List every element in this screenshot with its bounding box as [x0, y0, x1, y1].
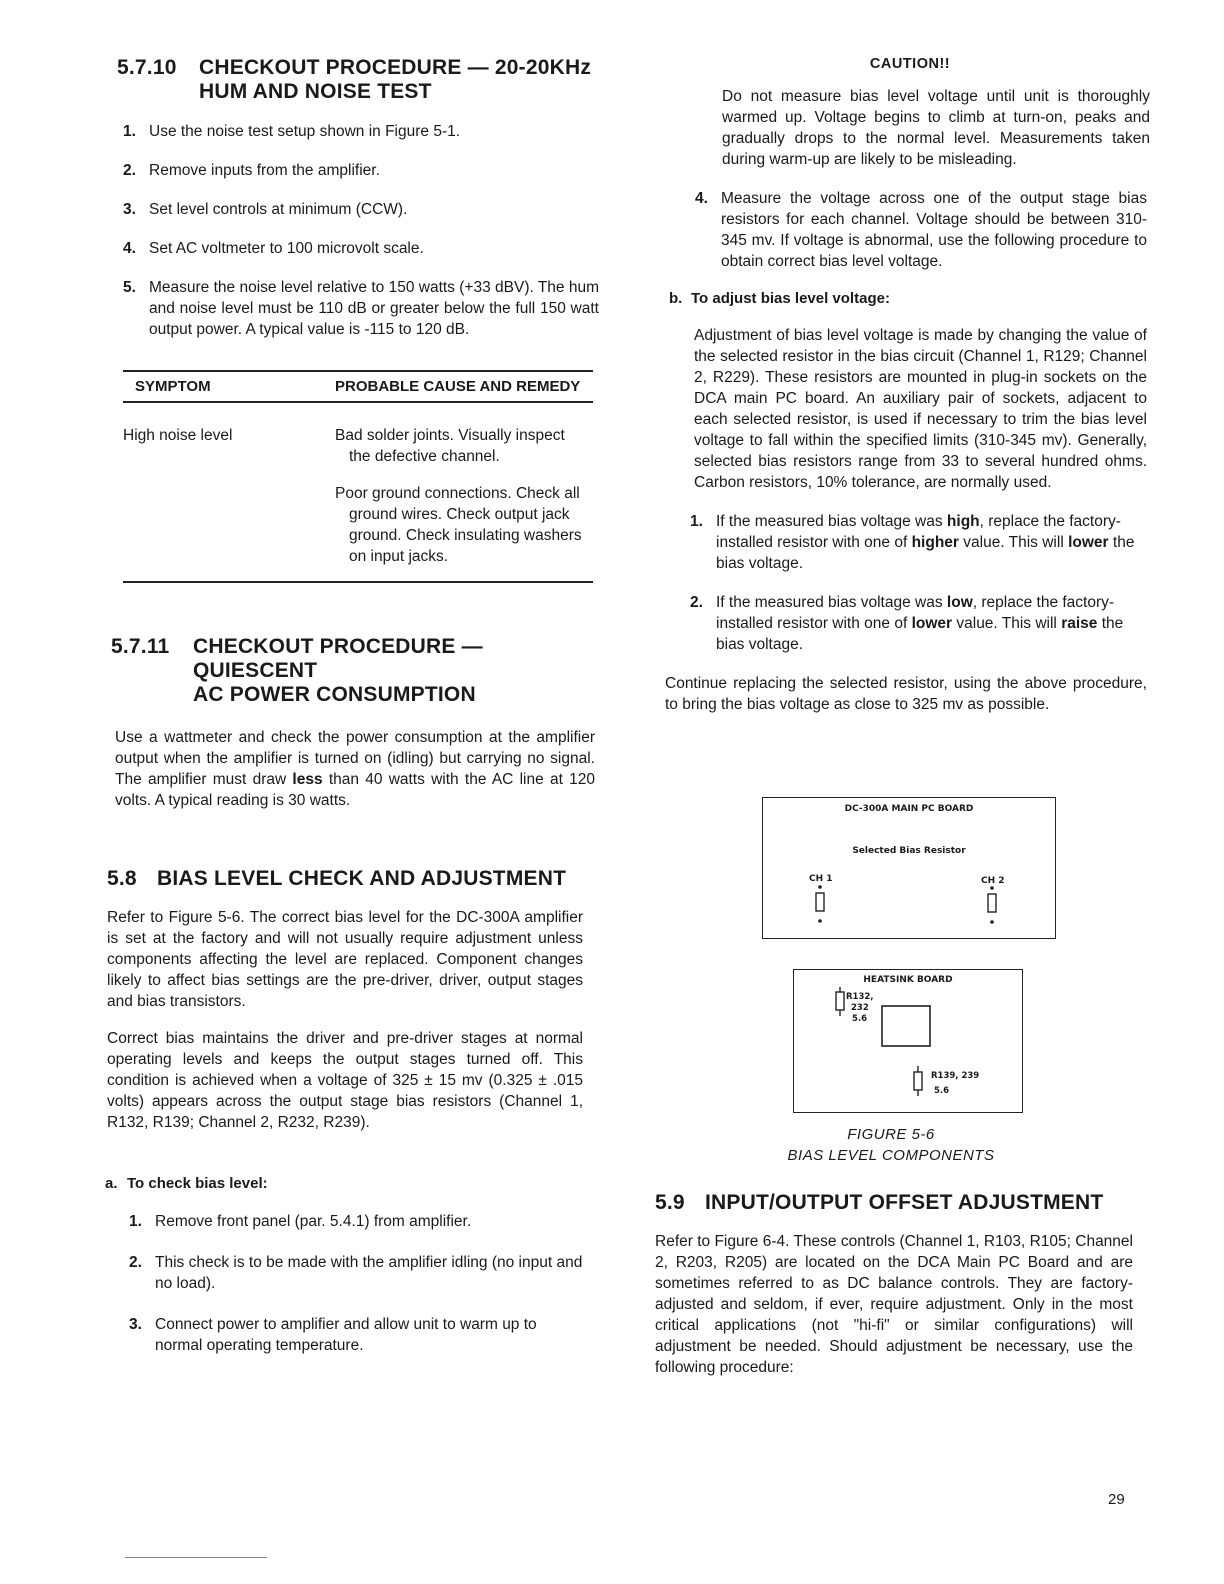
heatsink-components-icon	[794, 970, 1022, 1112]
section-5-9	[655, 1191, 1140, 1378]
section-number: 5.8	[107, 867, 137, 890]
list-item: 3. Set level controls at minimum (CCW).	[123, 201, 408, 218]
section-title-line1: CHECKOUT PROCEDURE — QUIESCENT	[193, 635, 483, 682]
board-title: DC-300A MAIN PC BOARD	[844, 804, 974, 814]
section-title: BIAS LEVEL CHECK AND ADJUSTMENT	[157, 867, 567, 890]
bias-intro-paragraph: Refer to Figure 5-6. The correct bias level for the DC-300A amplifier is set at the factory and will not usually require adjustment unless components affecting the level are replaced. Component changes likely to affect bias settings are the pre-driver, driver, output stages and bias transistors.	[107, 909, 583, 1010]
bias-condition-paragraph: Correct bias maintains the driver and pre-driver stages at normal operating levels and keeps the output stages turned off. This condition is achieved when a voltage of 325 ± 15 mv (0.325 ± .015 volts) appears across the output stage bias resistors (Channel 1, R132, R139; Channel 2, R232, R239).	[107, 1030, 583, 1131]
page-number: 29	[1108, 1491, 1125, 1508]
caution-title: CAUTION!!	[869, 56, 951, 72]
resistor-label: R139, 239	[931, 1071, 980, 1081]
ch1-label: CH 1	[809, 874, 833, 884]
symptom-cell: High noise level	[123, 427, 233, 444]
section-title-line1: CHECKOUT PROCEDURE — 20-20KHz	[199, 56, 592, 79]
list-item: 1. Use the noise test setup shown in Figure 5-1.	[123, 123, 461, 140]
resistor-sockets-icon	[763, 798, 1055, 938]
footer-rule	[125, 1557, 267, 1558]
section-number: 5.7.11	[111, 635, 170, 658]
right-column	[655, 56, 1150, 715]
heatsink-board-diagram	[793, 969, 1023, 1113]
subhead-check-bias: a. To check bias level:	[105, 1175, 268, 1192]
symptom-table	[123, 370, 593, 583]
list-item: 2. If the measured bias voltage was low, replace the factory-installed resistor with one of lower value. This will raise the bias voltage.	[690, 594, 1124, 653]
ch2-label: CH 2	[981, 876, 1005, 886]
board-subtitle: Selected Bias Resistor	[852, 846, 966, 856]
section-number: 5.7.10	[117, 56, 177, 79]
remedy-text: Bad solder joints. Visually inspect the defective channel.	[335, 427, 565, 465]
table-row	[123, 402, 593, 582]
caution-text: Do not measure bias level voltage until unit is thoroughly warmed up. Voltage begins to climb at turn-on, peaks and gradually drops to the normal level. Measurements taken during warm-up are likely to be misleading.	[722, 88, 1150, 168]
main-pc-board-diagram	[762, 797, 1056, 939]
resistor-value: 5.6	[852, 1014, 868, 1024]
adjust-steps	[690, 511, 1146, 655]
measure-step	[695, 188, 1147, 272]
list-item: 2. Remove inputs from the amplifier.	[123, 162, 380, 179]
table-header-remedy: PROBABLE CAUSE AND REMEDY	[335, 378, 581, 395]
section-title: INPUT/OUTPUT OFFSET ADJUSTMENT	[705, 1191, 1104, 1214]
noise-test-steps	[123, 121, 599, 340]
continue-paragraph: Continue replacing the selected resistor, using the above procedure, to bring the bias voltage as close to 325 mv as possible.	[665, 675, 1147, 713]
remedy-text: Poor ground connections. Check all ground wires. Check output jack ground. Check insulating washers on input jacks.	[335, 485, 582, 565]
list-item: 1. If the measured bias voltage was high, replace the factory-installed resistor with one of higher value. This will lower the bias voltage.	[690, 513, 1135, 572]
section-heading	[117, 56, 595, 104]
left-column	[105, 56, 599, 1356]
list-item: 1. Remove front panel (par. 5.4.1) from amplifier.	[129, 1213, 472, 1230]
resistor-label: 232	[851, 1003, 869, 1013]
figure-caption: FIGURE 5-6 BIAS LEVEL COMPONENTS	[787, 1126, 995, 1164]
resistor-value: 5.6	[934, 1086, 950, 1096]
list-item: 2. This check is to be made with the amplifier idling (no input and no load).	[129, 1254, 583, 1292]
section-title-line2: AC POWER CONSUMPTION	[193, 683, 476, 706]
offset-paragraph: Refer to Figure 6-4. These controls (Channel 1, R103, R105; Channel 2, R203, R205) are located on the DCA Main PC Board and are sometimes referred to as DC balance controls. They are factory-adjusted and seldom, if ever, require adjustment. Only in the most critical applications (not "hi-fi" or similar configurations) will adjustment be needed. Should adjustment be necessary, use the following procedure:	[655, 1233, 1133, 1376]
list-item: 4. Measure the voltage across one of the output stage bias resistors for each channel. Voltage should be between 310-345 mv. If voltage is abnormal, use the following procedure to obtain correct bias level voltage.	[695, 190, 1147, 270]
list-item: 4. Set AC voltmeter to 100 microvolt scale.	[123, 240, 424, 257]
section-5-8-heading	[107, 867, 595, 891]
table-header-symptom: SYMPTOM	[135, 378, 211, 395]
board-title: HEATSINK BOARD	[863, 975, 953, 985]
check-bias-steps	[129, 1211, 584, 1356]
section-heading	[655, 1191, 1140, 1215]
subhead-adjust-bias: b. To adjust bias level voltage:	[669, 290, 890, 307]
list-item: 3. Connect power to amplifier and allow unit to warm up to normal operating temperature.	[129, 1316, 537, 1354]
section-5-7-10	[117, 56, 595, 104]
list-item: 5. Measure the noise level relative to 150 watts (+33 dBV). The hum and noise level must be 110 dB or greater below the full 150 watt output power. A typical value is -115 to 120 dB.	[123, 279, 599, 338]
power-consumption-paragraph: Use a wattmeter and check the power consumption at the amplifier output when the amplifier is turned on (idling) but carrying no signal. The amplifier must draw less than 40 watts with the AC line at 120 volts. A typical reading is 30 watts.	[115, 729, 595, 809]
section-5-7-11-heading	[111, 635, 595, 707]
resistor-label: R132,	[846, 992, 874, 1002]
section-title-line2: HUM AND NOISE TEST	[199, 80, 432, 103]
section-number: 5.9	[655, 1191, 685, 1214]
adjust-paragraph: Adjustment of bias level voltage is made by changing the value of the selected resistor in the bias circuit (Channel 1, R129; Channel 2, R229). These resistors are mounted in plug-in sockets on the DCA main PC board. An auxiliary pair of sockets, adjacent to each selected resistor, is used if necessary to trim the bias level voltage to fall within the specified limits (310-345 mv). Generally, selected bias resistors range from 33 to several hundred ohms. Carbon resistors, 10% tolerance, are normally used.	[694, 327, 1147, 491]
